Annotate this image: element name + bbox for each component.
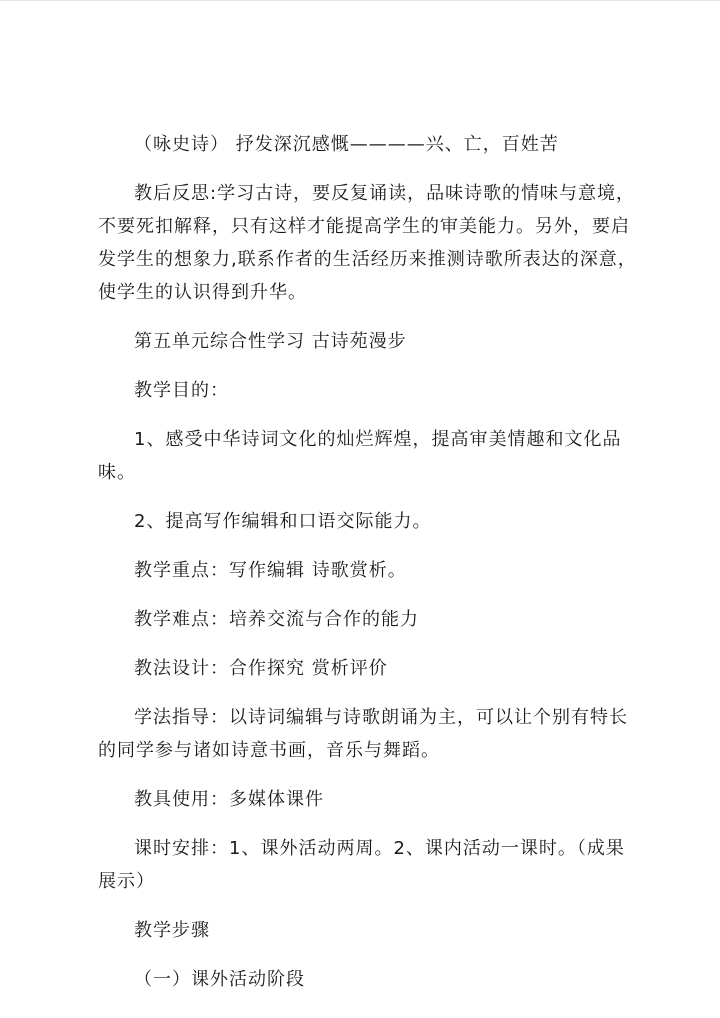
paragraph-difficulties: 教学难点：培养交流与合作的能力 <box>134 609 419 630</box>
paragraph-teaching-goal-heading: 教学目的： <box>134 380 229 401</box>
paragraph-poem-category: （咏史诗） 抒发深沉感慨————兴、亡，百姓苦 <box>134 134 559 155</box>
paragraph-study-guidance: 学法指导：以诗词编辑与诗歌朗诵为主，可以让个别有特长的同学参与诸如诗意书画，音乐与舞蹈。 <box>98 707 628 761</box>
paragraph-goal-1: 1、感受中华诗词文化的灿烂辉煌，提高审美情趣和文化品味。 <box>98 429 622 483</box>
paragraph-schedule: 课时安排：1、课外活动两周。2、课内活动一课时。（成果展示） <box>98 838 625 892</box>
page-top-border <box>0 0 720 1</box>
paragraph-unit-title: 第五单元综合性学习 古诗苑漫步 <box>134 331 407 352</box>
document-body <box>98 128 638 1012</box>
paragraph-goal-2: 2、提高写作编辑和口语交际能力。 <box>134 511 432 532</box>
paragraph-key-points: 教学重点：写作编辑 诗歌赏析。 <box>134 560 407 581</box>
paragraph-teaching-steps: 教学步骤 <box>134 920 210 941</box>
paragraph-extracurricular-stage: （一）课外活动阶段 <box>134 969 305 990</box>
paragraph-teaching-aids: 教具使用：多媒体课件 <box>134 789 324 810</box>
paragraph-teaching-reflection: 教后反思:学习古诗，要反复诵读，品味诗歌的情味与意境，不要死扣解释，只有这样才能提高学生的审美能力。另外，要启发学生的想象力,联系作者的生活经历来推测诗歌所表达的深意，使学生的认识得到升华。 <box>98 183 637 303</box>
paragraph-method-design: 教法设计：合作探究 赏析评价 <box>134 658 388 679</box>
